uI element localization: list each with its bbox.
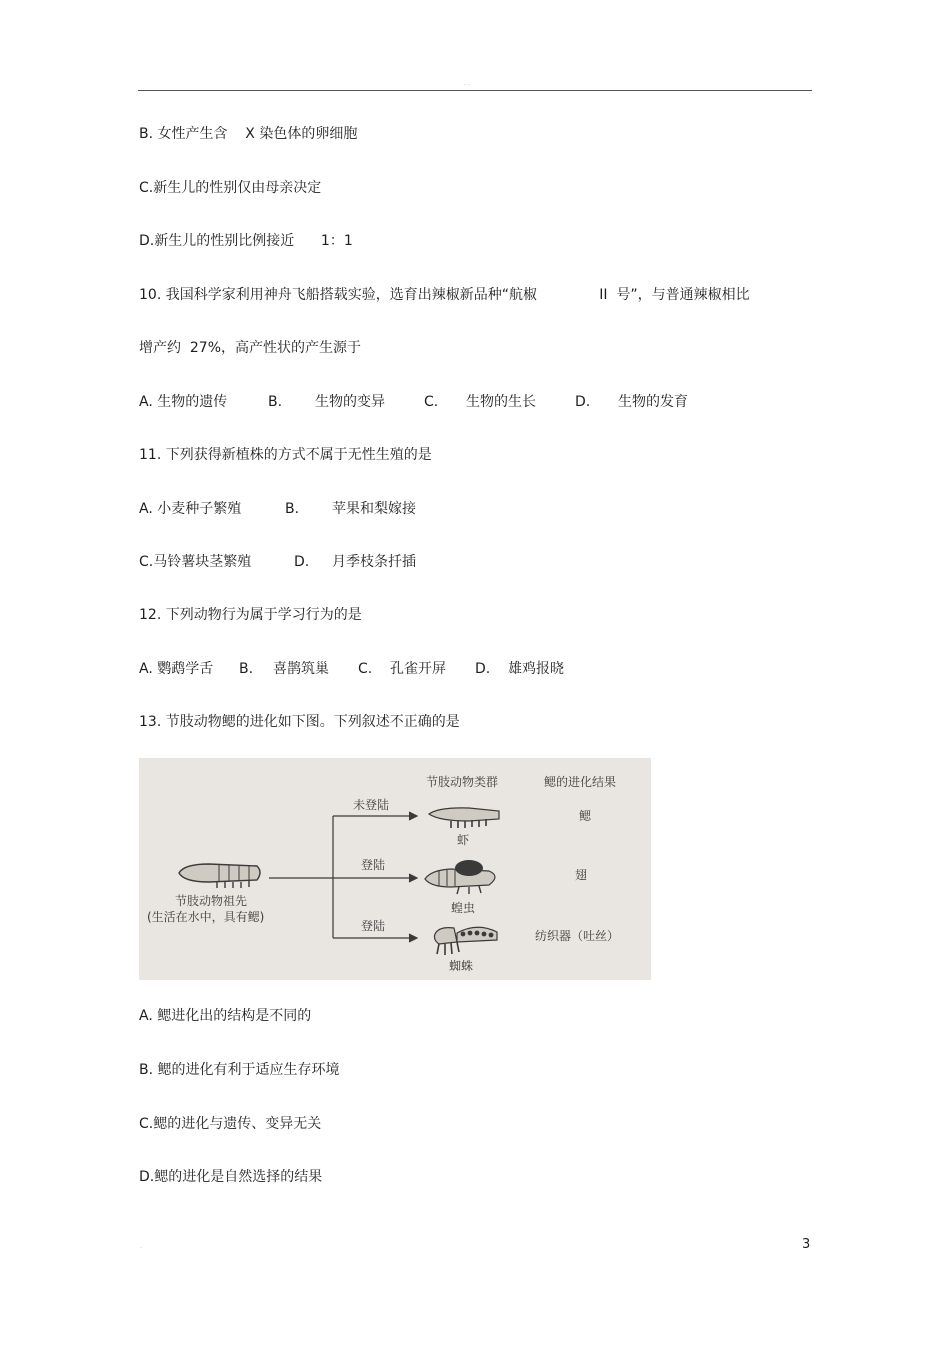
result-gill: 鳃 <box>579 809 592 823</box>
q12-option-c-label: C. <box>358 661 373 677</box>
q11-option-c: C.马铃薯块茎繁殖 <box>139 554 252 570</box>
q13-stem: 13. 节肢动物鳃的进化如下图。下列叙述不正确的是 <box>139 714 460 730</box>
q11-option-a: A. 小麦种子繁殖 <box>139 501 242 517</box>
result-spinneret: 纺织器（吐丝） <box>535 929 620 943</box>
q12-option-d: 雄鸡报晓 <box>508 661 564 677</box>
animal-shrimp: 虾 <box>457 833 470 847</box>
q12-option-d-label: D. <box>475 661 491 677</box>
q10-option-c: 生物的生长 <box>466 394 536 410</box>
branch-label-mid: 登陆 <box>361 858 386 872</box>
q9-option-b: B. 女性产生含 X 染色体的卵细胞 <box>139 126 358 142</box>
q11-stem: 11. 下列获得新植株的方式不属于无性生殖的是 <box>139 447 432 463</box>
result-wing: 翅 <box>575 868 588 882</box>
page-number: 3 <box>802 1237 811 1252</box>
q12-stem: 12. 下列动物行为属于学习行为的是 <box>139 607 362 623</box>
locust-illustration <box>425 860 495 894</box>
q13-option-a: A. 鳃进化出的结构是不同的 <box>139 1008 312 1024</box>
ancestor-label-line1: 节肢动物祖先 <box>175 894 248 908</box>
branch-arrows <box>269 812 417 942</box>
branch-label-bottom: 登陆 <box>361 919 386 933</box>
q10-option-b-label: B. <box>268 394 283 410</box>
animal-spider: 蜘蛛 <box>449 959 474 973</box>
q12-option-b-label: B. <box>239 661 254 677</box>
q10-option-c-label: C. <box>424 394 439 410</box>
gill-evolution-figure <box>139 758 651 980</box>
q11-option-d-label: D. <box>294 554 310 570</box>
shrimp-illustration <box>429 808 499 828</box>
ancestor-illustration <box>179 864 260 888</box>
header-mark: · · <box>464 82 470 89</box>
q13-option-c: C.鳃的进化与遗传、变异无关 <box>139 1116 322 1132</box>
q11-option-b-label: B. <box>285 501 300 517</box>
q10-option-a: A. 生物的遗传 <box>139 394 228 410</box>
col-header-group: 节肢动物类群 <box>426 775 499 789</box>
q11-option-d: 月季枝条扦插 <box>332 554 416 570</box>
q13-option-b: B. 鳃的进化有利于适应生存环境 <box>139 1062 340 1078</box>
q10-option-b: 生物的变异 <box>315 394 385 410</box>
branch-label-top: 未登陆 <box>353 798 390 812</box>
q13-option-d: D.鳃的进化是自然选择的结果 <box>139 1169 323 1185</box>
q10-option-d-label: D. <box>575 394 591 410</box>
figure-svg <box>139 758 651 980</box>
q10-option-d: 生物的发育 <box>618 394 688 410</box>
ancestor-label-line2: (生活在水中，具有鳃) <box>147 910 265 924</box>
header-rule <box>138 90 812 91</box>
q12-option-a: A. 鹦鹉学舌 <box>139 661 214 677</box>
spider-illustration <box>435 927 498 955</box>
q10-stem-line1: 10. 我国科学家利用神舟飞船搭载实验，选育出辣椒新品种“航椒 II 号”，与普通辣椒相比 <box>139 287 750 303</box>
q9-option-d: D.新生儿的性别比例接近 1：1 <box>139 233 353 249</box>
q11-option-b: 苹果和梨嫁接 <box>332 501 416 517</box>
animal-locust: 蝗虫 <box>451 901 476 915</box>
footer-mark: · <box>140 1245 142 1252</box>
col-header-result: 鳃的进化结果 <box>544 775 617 789</box>
q12-option-b: 喜鹊筑巢 <box>273 661 329 677</box>
q9-option-c: C.新生儿的性别仅由母亲决定 <box>139 180 322 196</box>
q12-option-c: 孔雀开屏 <box>390 661 446 677</box>
q10-stem-line2: 增产约 27%，高产性状的产生源于 <box>139 340 362 356</box>
